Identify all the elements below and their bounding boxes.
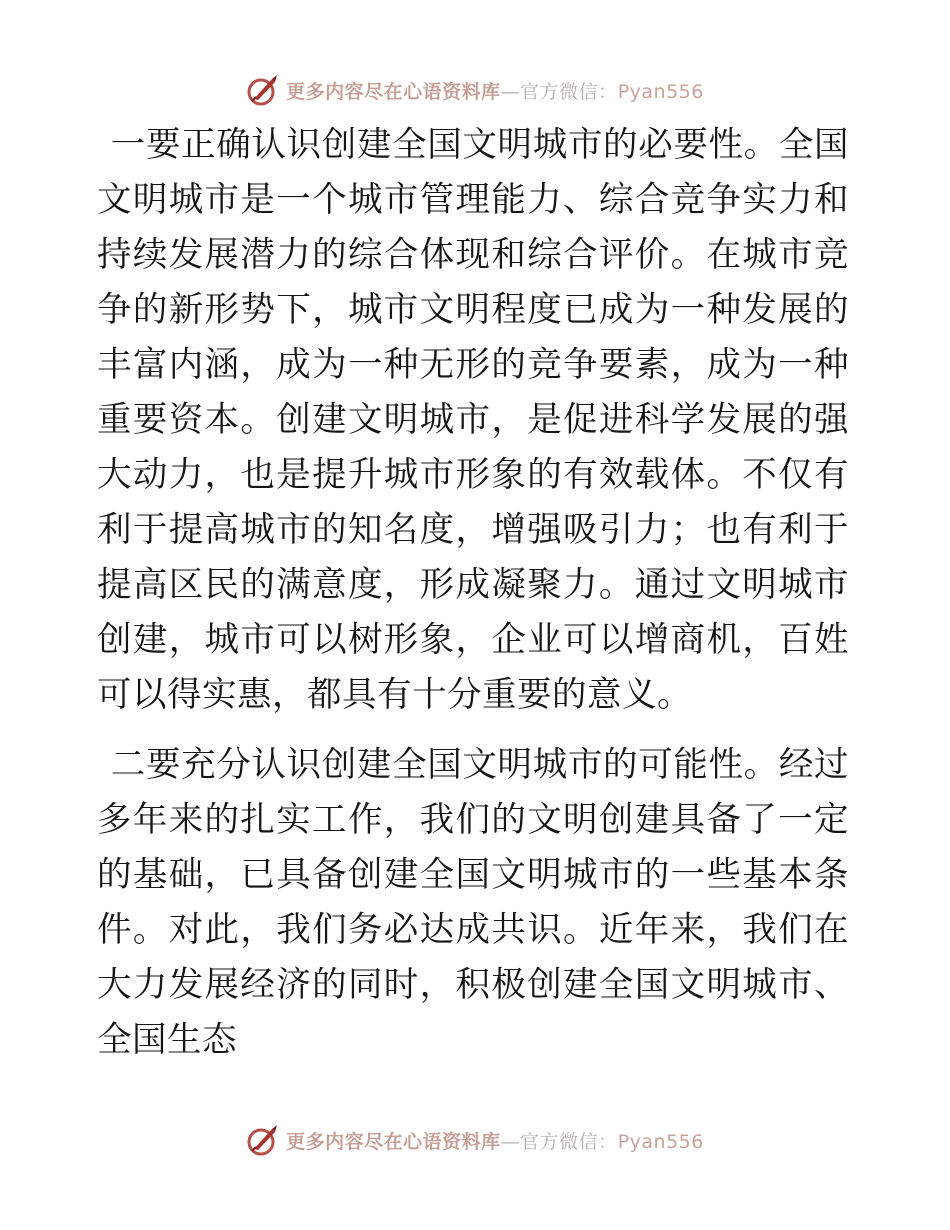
quill-logo-icon <box>246 73 280 107</box>
watermark-text <box>286 77 704 104</box>
watermark-separator: — <box>500 1130 521 1153</box>
paragraph-1: 一要正确认识创建全国文明城市的必要性。全国文明城市是一个城市管理能力、综合竞争实力和持续发展潜力的综合体现和综合评价。在城市竞争的新形势下，城市文明程度已成为一种发展的丰富内涵，成为一种无形的竞争要素，成为一种重要资本。创建文明城市，是促进科学发展的强大动力，也是提升城市形象的有效载体。不仅有利于提高城市的知名度，增强吸引力；也有利于提高区民的满意度，形成凝聚力。通过文明城市创建，城市可以树形象，企业可以增商机，百姓可以得实惠，都具有十分重要的意义。 <box>97 125 849 715</box>
watermark-label: 官方微信： <box>520 80 618 103</box>
quill-logo-icon <box>246 1123 280 1157</box>
paragraph-2: 二要充分认识创建全国文明城市的可能性。经过多年来的扎实工作，我们的文明创建具备了一定的基础，已具备创建全国文明城市的一些基本条件。对此，我们务必达成共识。近年来，我们在大力发展经济的同时，积极创建全国文明城市、全国生态 <box>97 745 849 1060</box>
watermark-account-id: Pyan556 <box>617 1130 704 1153</box>
watermark-account-id: Pyan556 <box>617 80 704 103</box>
watermark-text <box>286 1127 704 1154</box>
footer-watermark <box>0 1122 950 1158</box>
watermark-label: 官方微信： <box>520 1130 618 1153</box>
document-body <box>97 118 849 1068</box>
watermark-main-text: 更多内容尽在心语资料库 <box>286 1130 501 1153</box>
header-watermark <box>0 72 950 108</box>
watermark-separator: — <box>500 80 521 103</box>
watermark-main-text: 更多内容尽在心语资料库 <box>286 80 501 103</box>
